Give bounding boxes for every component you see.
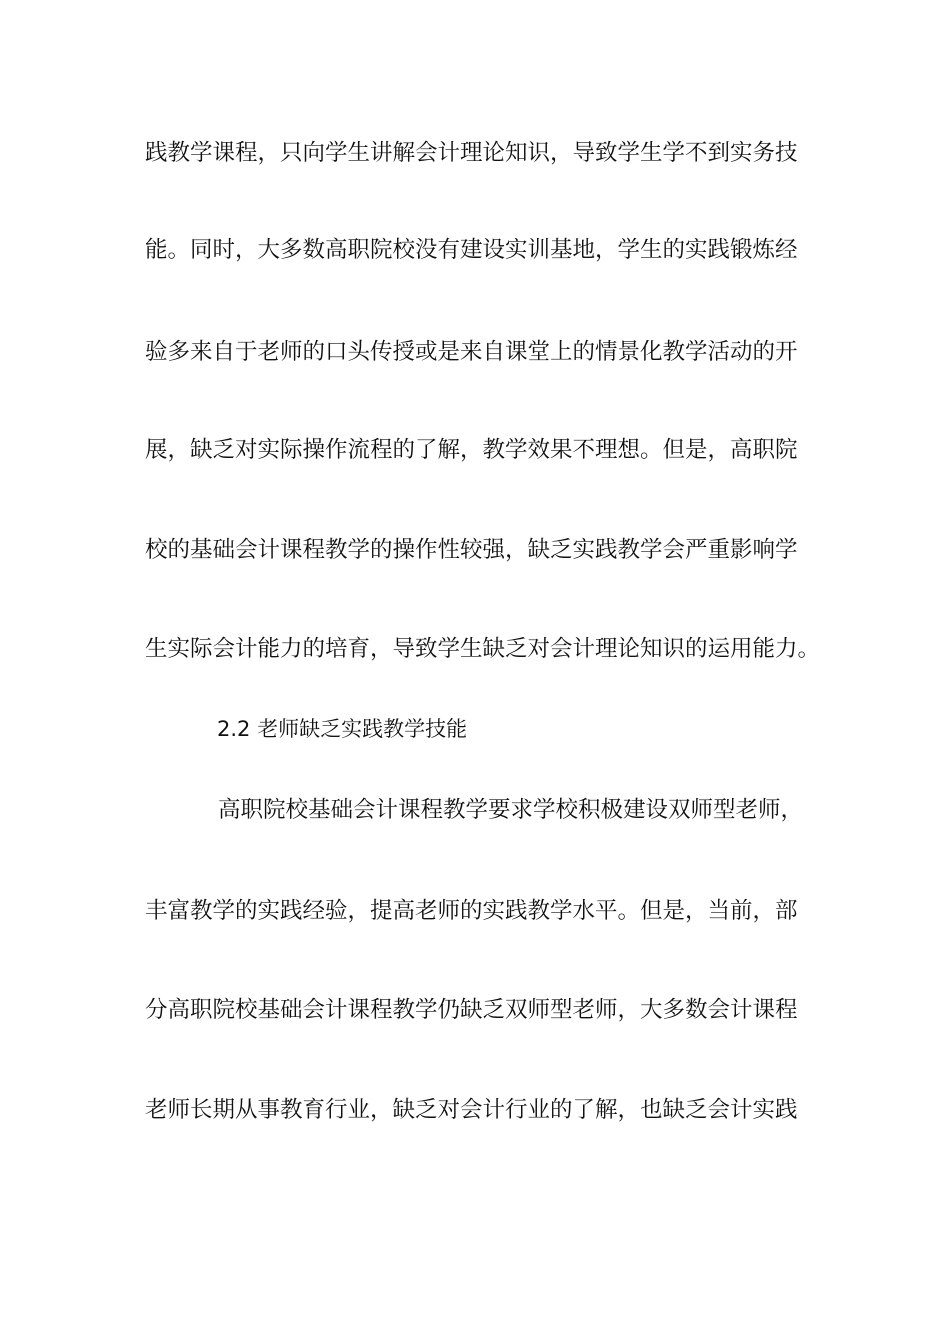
paragraph-line: 老师长期从事教育行业，缺乏对会计行业的了解，也缺乏会计实践 [145,1097,798,1123]
paragraph-line: 验多来自于老师的口头传授或是来自课堂上的情景化教学活动的开 [145,339,798,365]
paragraph-line: 生实际会计能力的培育，导致学生缺乏对会计理论知识的运用能力。 [145,636,821,662]
paragraph-line: 校的基础会计课程教学的操作性较强，缺乏实践教学会严重影响学 [145,537,798,563]
paragraph-line: 能。同时，大多数高职院校没有建设实训基地，学生的实践锻炼经 [145,237,798,263]
paragraph-line: 展，缺乏对实际操作流程的了解，教学效果不理想。但是，高职院 [145,437,798,463]
paragraph-line: 践教学课程，只向学生讲解会计理论知识，导致学生学不到实务技 [145,140,798,166]
paragraph-line: 丰富教学的实践经验，提高老师的实践教学水平。但是，当前，部 [145,898,798,924]
section-heading: 2.2 老师缺乏实践教学技能 [217,717,468,741]
paragraph-line: 分高职院校基础会计课程教学仍缺乏双师型老师，大多数会计课程 [145,997,798,1023]
paragraph-line: 高职院校基础会计课程教学要求学校积极建设双师型老师， [218,797,804,823]
